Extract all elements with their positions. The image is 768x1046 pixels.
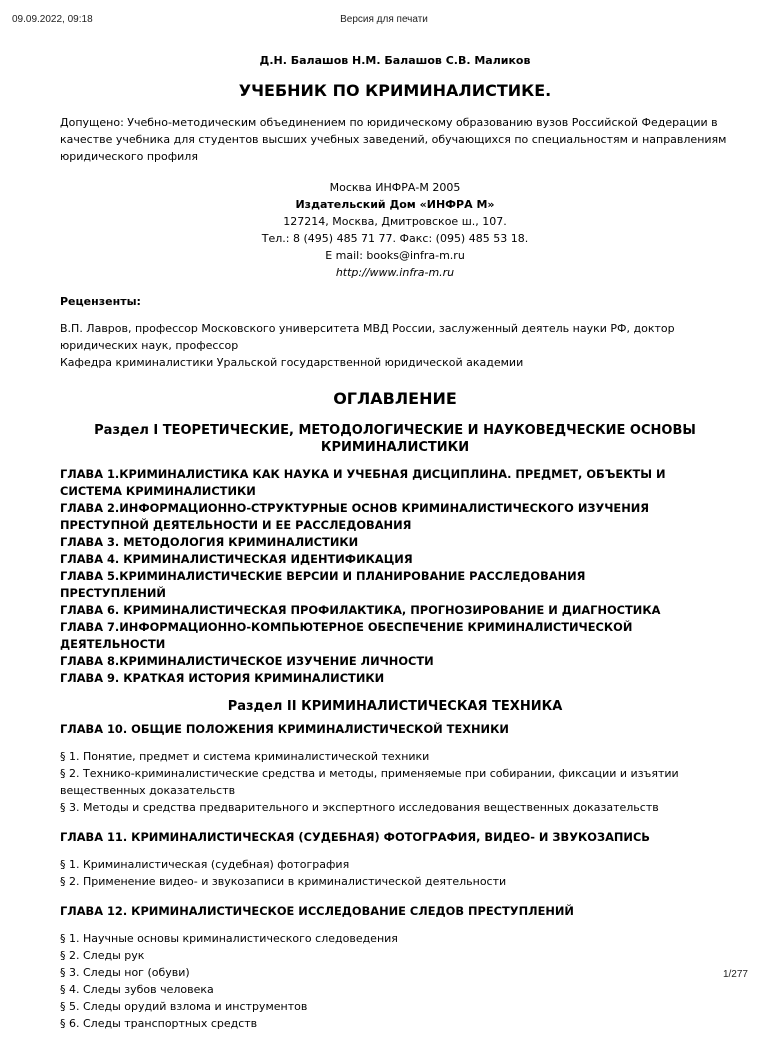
paragraph-link[interactable]: § 4. Следы зубов человека xyxy=(60,983,214,996)
section-1-chapter-list xyxy=(60,466,730,687)
chapter-11-title[interactable]: ГЛАВА 11. КРИМИНАЛИСТИЧЕСКАЯ (СУДЕБНАЯ) ФОТОГРАФИЯ, ВИДЕО- И ЗВУКОЗАПИСЬ xyxy=(60,830,650,844)
publisher-url-link[interactable]: http://www.infra-m.ru xyxy=(335,266,455,279)
reviewer-line: Кафедра криминалистики Уральской государственной юридической академии xyxy=(60,356,524,369)
paragraph-link[interactable]: § 2. Следы рук xyxy=(60,949,145,962)
print-version-title: Версия для печати xyxy=(340,14,428,25)
publisher-house: Издательский Дом «ИНФРА М» xyxy=(295,198,495,211)
paragraph-link[interactable]: § 1. Научные основы криминалистического следоведения xyxy=(60,932,398,945)
chapter-9-link[interactable]: ГЛАВА 9. КРАТКАЯ ИСТОРИЯ КРИМИНАЛИСТИКИ xyxy=(60,671,385,685)
paragraph-link[interactable]: § 3. Методы и средства предварительного и экспертного исследования вещественных доказательств xyxy=(60,801,659,814)
section-1-title xyxy=(60,422,730,456)
chapter-10-title[interactable]: ГЛАВА 10. ОБЩИЕ ПОЛОЖЕНИЯ КРИМИНАЛИСТИЧЕСКОЙ ТЕХНИКИ xyxy=(60,722,509,736)
approval-line: Допущено: Учебно-методическим объединением по юридическому образованию вузов Российской Федерации в xyxy=(60,116,718,129)
reviewers-label: Рецензенты: xyxy=(60,295,141,308)
paragraph-link[interactable]: § 3. Следы ног (обуви) xyxy=(60,966,190,979)
reviewers-list xyxy=(60,320,730,371)
paragraph-link[interactable]: § 5. Следы орудий взлома и инструментов xyxy=(60,1000,308,1013)
book-title: УЧЕБНИК ПО КРИМИНАЛИСТИКЕ. xyxy=(238,81,552,100)
toc-title: ОГЛАВЛЕНИЕ xyxy=(333,389,457,408)
publisher-email: E mail: books@infra-m.ru xyxy=(325,249,465,262)
section-2-title: Раздел II КРИМИНАЛИСТИЧЕСКАЯ ТЕХНИКА xyxy=(227,699,563,714)
chapter-2-link[interactable]: ГЛАВА 2.ИНФОРМАЦИОННО-СТРУКТУРНЫЕ ОСНОВ КРИМИНАЛИСТИЧЕСКОГО ИЗУЧЕНИЯ ПРЕСТУПНОЙ ДЕЯТЕЛЬНОСТИ И ЕЕ РАССЛЕДОВАНИЯ xyxy=(60,501,650,532)
paragraph-link[interactable]: § 1. Криминалистическая (судебная) фотография xyxy=(60,858,350,871)
chapter-1-link[interactable]: ГЛАВА 1.КРИМИНАЛИСТИКА КАК НАУКА И УЧЕБНАЯ ДИСЦИПЛИНА. ПРЕДМЕТ, ОБЪЕКТЫ И СИСТЕМА КРИМИНАЛИСТИКИ xyxy=(60,467,666,498)
publisher-city-year: Москва ИНФРА-М 2005 xyxy=(329,181,461,194)
publisher-address: 127214, Москва, Дмитровское ш., 107. xyxy=(283,215,507,228)
page-number: 1/277 xyxy=(722,969,748,980)
chapter-3-link[interactable]: ГЛАВА 3. МЕТОДОЛОГИЯ КРИМИНАЛИСТИКИ xyxy=(60,535,359,549)
paragraph-link[interactable]: § 2. Применение видео- и звукозаписи в криминалистической деятельности xyxy=(60,875,507,888)
approval-line: качестве учебника для студентов высших учебных заведений, обучающихся по специальностям и направлениям xyxy=(60,133,727,146)
section-1-title-line: Раздел I ТЕОРЕТИЧЕСКИЕ, МЕТОДОЛОГИЧЕСКИЕ И НАУКОВЕДЧЕСКИЕ ОСНОВЫ xyxy=(94,423,696,438)
chapter-7-link[interactable]: ГЛАВА 7.ИНФОРМАЦИОННО-КОМПЬЮТЕРНОЕ ОБЕСПЕЧЕНИЕ КРИМИНАЛИСТИЧЕСКОЙ ДЕЯТЕЛЬНОСТИ xyxy=(60,620,633,651)
paragraph-link[interactable]: § 6. Следы транспортных средств xyxy=(60,1017,258,1030)
approval-text xyxy=(60,114,730,165)
chapter-10-paragraphs xyxy=(60,748,730,816)
section-1-title-line: КРИМИНАЛИСТИКИ xyxy=(320,440,470,455)
chapter-5-link[interactable]: ГЛАВА 5.КРИМИНАЛИСТИЧЕСКИЕ ВЕРСИИ И ПЛАНИРОВАНИЕ РАССЛЕДОВАНИЯ ПРЕСТУПЛЕНИЙ xyxy=(60,569,586,600)
paragraph-link[interactable]: § 2. Технико-криминалистические средства и методы, применяемые при собирании, фиксации и изъятии вещественных доказательств xyxy=(60,767,679,797)
print-date: 09.09.2022, 09:18 xyxy=(12,14,93,25)
chapter-8-link[interactable]: ГЛАВА 8.КРИМИНАЛИСТИЧЕСКОЕ ИЗУЧЕНИЕ ЛИЧНОСТИ xyxy=(60,654,434,668)
chapter-6-link[interactable]: ГЛАВА 6. КРИМИНАЛИСТИЧЕСКАЯ ПРОФИЛАКТИКА, ПРОГНОЗИРОВАНИЕ И ДИАГНОСТИКА xyxy=(60,603,661,617)
publisher-phone: Тел.: 8 (495) 485 71 77. Факс: (095) 485 53 18. xyxy=(261,232,529,245)
approval-line: юридического профиля xyxy=(60,150,198,163)
authors: Д.Н. Балашов Н.М. Балашов С.В. Маликов xyxy=(259,54,531,67)
publisher-info xyxy=(60,179,730,281)
reviewer-line: В.П. Лавров, профессор Московского университета МВД России, заслуженный деятель науки РФ, доктор xyxy=(60,322,675,335)
reviewer-line: юридических наук, профессор xyxy=(60,339,239,352)
chapter-11-paragraphs xyxy=(60,856,730,890)
chapter-12-paragraphs xyxy=(60,930,730,1032)
chapter-4-link[interactable]: ГЛАВА 4. КРИМИНАЛИСТИЧЕСКАЯ ИДЕНТИФИКАЦИЯ xyxy=(60,552,413,566)
paragraph-link[interactable]: § 1. Понятие, предмет и система криминалистической техники xyxy=(60,750,430,763)
document-content xyxy=(60,52,730,1046)
chapter-12-title[interactable]: ГЛАВА 12. КРИМИНАЛИСТИЧЕСКОЕ ИССЛЕДОВАНИЕ СЛЕДОВ ПРЕСТУПЛЕНИЙ xyxy=(60,904,574,918)
